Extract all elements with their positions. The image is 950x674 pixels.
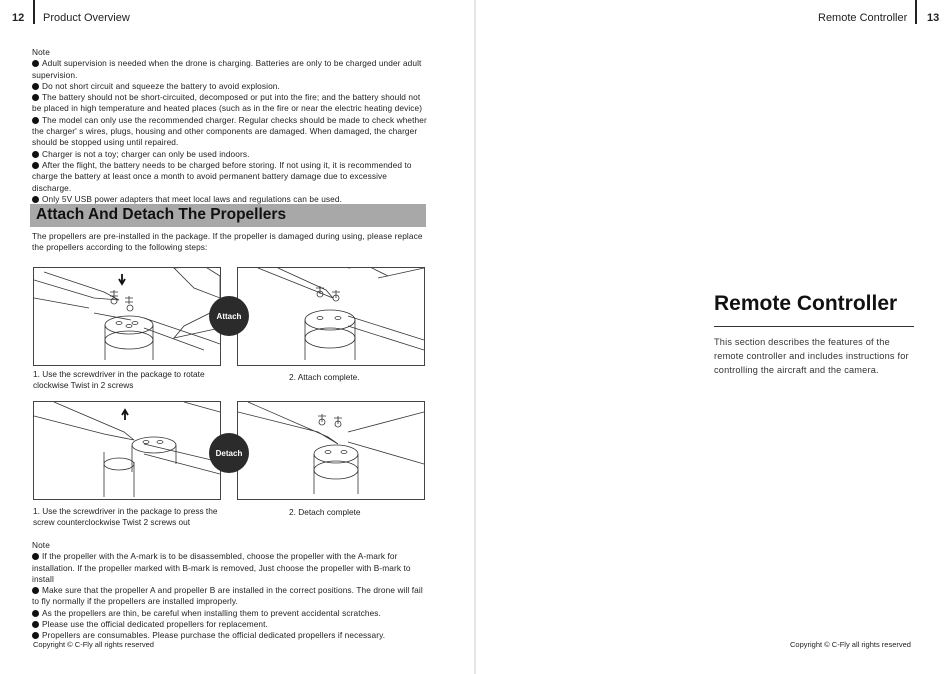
attach-badge: Attach (209, 296, 249, 336)
section-heading-bar (30, 204, 426, 227)
bullet-icon (32, 632, 39, 639)
list-item: Please use the official dedicated propellers for replacement. (32, 619, 428, 630)
copyright: Copyright © C-Fly all rights reserved (790, 640, 911, 649)
list-item: After the flight, the battery needs to be charged before storing. If not using it, it is recommended to charge the battery at least once a month to avoid permanent battery damage due to excessive discharge. (32, 159, 412, 193)
list-item: Adult supervision is needed when the drone is charging. Batteries are only to be charged under adult supervision. (32, 58, 422, 80)
bullet-icon (32, 83, 39, 90)
attach-step1-illustration (33, 267, 221, 366)
bullet-icon (32, 196, 39, 203)
bullet-icon (32, 621, 39, 628)
copyright: Copyright © C-Fly all rights reserved (33, 640, 154, 649)
list-item: As the propellers are thin, be careful when installing them to prevent accidental scratches. (32, 608, 428, 619)
bullet-icon (32, 162, 39, 169)
detach-badge: Detach (209, 433, 249, 473)
list-item: Charger is not a toy; charger can only be used indoors. (32, 149, 428, 160)
bullet-icon (32, 117, 39, 124)
chapter-title: Remote Controller (714, 292, 898, 315)
caption-detach-step2: 2. Detach complete (289, 507, 361, 517)
caption-attach-step2: 2. Attach complete. (289, 372, 360, 382)
caption-detach-step1: 1. Use the screwdriver in the package to press the screw counterclockwise Twist 2 screws out (33, 506, 218, 527)
bullet-icon (32, 94, 39, 101)
note-title: Note (32, 47, 50, 57)
note-title: Note (32, 540, 50, 550)
title-rule (714, 326, 914, 327)
bullet-icon (32, 587, 39, 594)
chapter-description: This section describes the features of the remote controller and includes instructions for controlling the aircraft and the camera. (714, 337, 909, 376)
list-item: The model can only use the recommended charger. Regular checks should be made to check whether the charger' s wires, plugs, housing and other components are damaged. When damaged, the charger should be stopped using until repaired. (32, 114, 427, 148)
bullet-icon (32, 151, 39, 158)
list-item: Propellers are consumables. Please purchase the official dedicated propellers if necessary. (32, 630, 428, 641)
list-item: Do not short circuit and squeeze the battery to avoid explosion. (32, 81, 428, 92)
note-propellers (32, 540, 428, 642)
header-divider (915, 0, 917, 24)
note-battery (32, 47, 428, 205)
caption-attach-step1: 1. Use the screwdriver in the package to rotate clockwise Twist in 2 screws (33, 369, 205, 390)
list-item: If the propeller with the A-mark is to be disassembled, choose the propeller with the A-mark for installation. If the propeller marked with B-mark is removed, Just choose the propeller with B-mark to install (32, 551, 411, 584)
left-page (0, 0, 474, 674)
detach-step1-illustration (33, 401, 221, 500)
bullet-icon (32, 553, 39, 560)
bullet-icon (32, 60, 39, 67)
bullet-icon (32, 610, 39, 617)
list-item: Only 5V USB power adapters that meet local laws and regulations can be used. (32, 194, 428, 205)
running-header: Product Overview (43, 12, 130, 24)
section-title: Attach And Detach The Propellers (36, 206, 287, 223)
page-number: 13 (927, 12, 940, 24)
running-header: Remote Controller (818, 12, 908, 24)
attach-complete-illustration (237, 267, 425, 366)
list-item: The battery should not be short-circuited, decomposed or put into the fire; and the battery should not be placed in high temperature and heated places (such as in the fire or near the electric heating device) (32, 92, 423, 114)
list-item: Make sure that the propeller A and propeller B are installed in the correct positions. The drone will fail to fly normally if the propellers are installed improperly. (32, 585, 423, 607)
detach-complete-illustration (237, 401, 425, 500)
header-divider (33, 0, 35, 24)
page-number: 12 (12, 12, 25, 24)
section-intro: The propellers are pre-installed in the package. If the propeller is damaged during using, please replace the propellers according to the following steps: (32, 231, 423, 253)
